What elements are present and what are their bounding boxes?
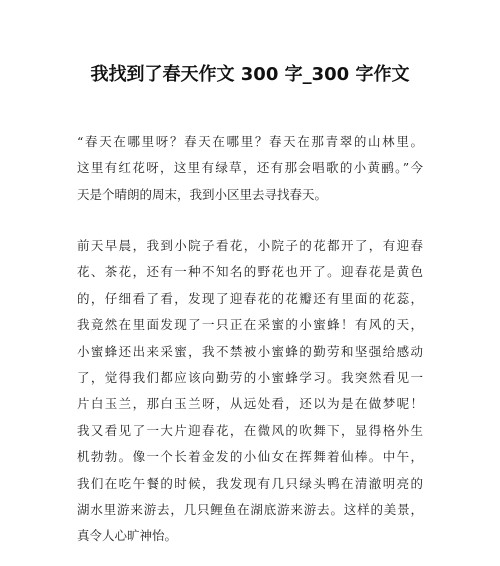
text-line: 湖水里游来游去，几只鲤鱼在湖底游来游去。这样的美景， [77, 501, 423, 517]
text-line: 机勃勃。像一个长着金发的小仙女在挥舞着仙棒。中午， [77, 449, 423, 465]
text-line: 花、茶花，还有一种不知名的野花也开了。迎春花是黄色 [77, 264, 423, 280]
text-line: 我又看见了一大片迎春花，在微风的吹舞下，显得格外生 [77, 422, 423, 438]
paragraph-2 [77, 233, 423, 550]
text-line: 真令人心旷神怡。 [77, 528, 178, 544]
text-line: 小蜜蜂还出来采蜜，我不禁被小蜜蜂的勤劳和坚强给感动 [77, 343, 423, 359]
document-title: 我找到了春天作文 300 字_300 字作文 [90, 64, 410, 85]
text-line: 天是个晴朗的周末，我到小区里去寻找春天。 [77, 186, 328, 202]
text-line: 前天早晨，我到小院子看花，小院子的花都开了，有迎春 [77, 238, 423, 253]
paragraph-1 [77, 129, 423, 208]
text-line: “春天在哪里呀？春天在哪里？春天在那青翠的山林里。 [77, 134, 423, 149]
text-line: 我们在吃午餐的时候，我发现有几只绿头鸭在清澈明亮的 [77, 475, 423, 491]
text-line: 我竟然在里面发现了一只正在采蜜的小蜜蜂！有风的天， [77, 317, 423, 333]
text-line: 了，觉得我们都应该向勤劳的小蜜蜂学习。我突然看见一 [77, 369, 423, 385]
text-line: 片白玉兰，那白玉兰呀，从远处看，还以为是在做梦呢！ [77, 396, 423, 412]
text-line: 的，仔细看了看，发现了迎春花的花瓣还有里面的花蕊， [77, 290, 423, 306]
text-line: 这里有红花呀，这里有绿草，还有那会唱歌的小黄鹂。”今 [77, 160, 423, 176]
